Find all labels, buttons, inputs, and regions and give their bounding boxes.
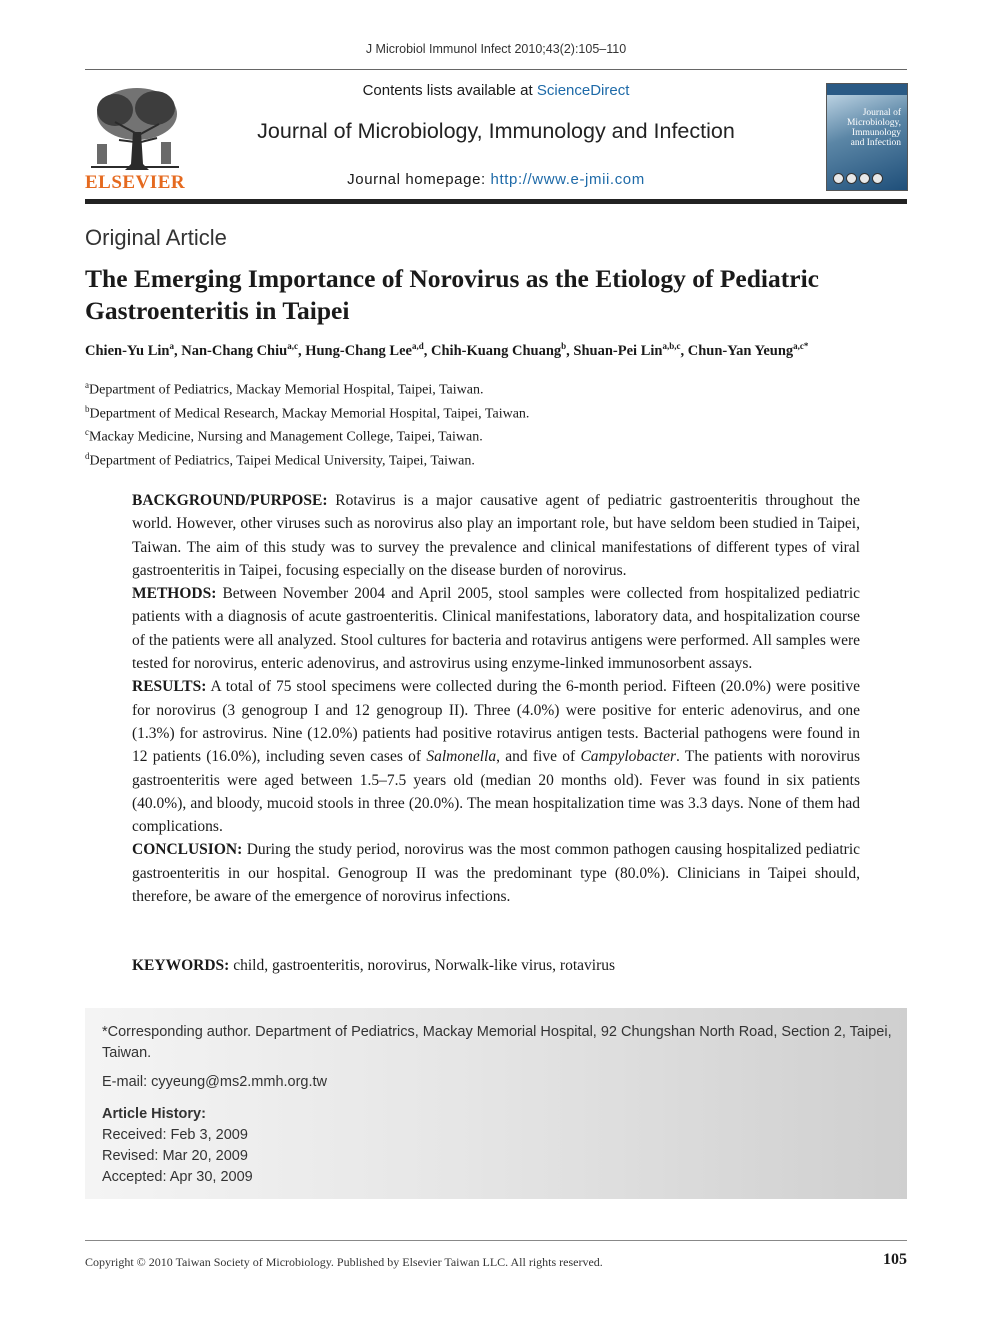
author-list: Chien-Yu Lin$^a$, Nan-Chang Chiu$^{a,c}$, Hung-Chang Lee$^{a,d}$, Chih-Kuang Chuang$^b$, Shuan-Pei Lin$^{a,b,c}$, Chun-Yan Yeung$^{a,c*}$ bbox=[85, 341, 809, 359]
affiliation-item bbox=[85, 421, 905, 445]
author-affil-marker: a,b,c bbox=[662, 341, 681, 351]
background-heading: BACKGROUND/PURPOSE: bbox=[132, 492, 328, 509]
affiliation-marker: a bbox=[85, 380, 89, 390]
cover-title bbox=[835, 108, 901, 148]
author-affil-marker: a,d bbox=[411, 341, 424, 351]
author-affil-marker: a,c* bbox=[793, 341, 809, 351]
keywords-text: child, gastroenteritis, norovirus, Norwalk-like virus, rotavirus bbox=[233, 957, 616, 974]
conclusion-text: During the study period, norovirus was the most common pathogen causing hospitalized pediatric gastroenteritis in our hospital. Genogroup II was the predominant type (80.0%). Clinicians in Taipei should, therefore, be aware of the emergence of norovirus infections. bbox=[132, 841, 861, 906]
affiliation-text: Department of Medical Research, Mackay Memorial Hospital, Taipei, Taiwan. bbox=[89, 406, 530, 422]
journal-homepage bbox=[200, 171, 792, 188]
footer-divider bbox=[85, 1240, 907, 1241]
abstract-conclusion bbox=[132, 838, 860, 908]
article-title: The Emerging Importance of Norovirus as the Etiology of Pediatric Gastroenteritis in Taipei bbox=[85, 264, 819, 325]
corresponding-email[interactable]: E-mail: cyyeung@ms2.mmh.org.tw bbox=[102, 1074, 328, 1090]
homepage-prefix: Journal homepage: bbox=[347, 171, 491, 188]
copyright-notice: Copyright © 2010 Taiwan Society of Microbiology. Published by Elsevier Taiwan LLC. All rights reserved. bbox=[85, 1255, 603, 1269]
results-campylobacter: Campylobacter bbox=[580, 748, 677, 766]
article-type: Original Article bbox=[85, 225, 227, 250]
top-divider bbox=[85, 69, 907, 70]
affiliation-text: Department of Pediatrics, Taipei Medical University, Taipei, Taiwan. bbox=[89, 453, 475, 469]
revised-date: Revised: Mar 20, 2009 bbox=[102, 1148, 248, 1164]
author-affil-marker: a,c bbox=[287, 341, 298, 351]
author-name: Chien-Yu Lin bbox=[85, 342, 170, 359]
author-name: Chih-Kuang Chuang bbox=[431, 342, 562, 359]
cover-title-line: Journal of bbox=[862, 108, 901, 118]
author-affil-marker: a bbox=[169, 341, 174, 351]
cover-emblem-icon bbox=[833, 173, 844, 184]
received-date: Received: Feb 3, 2009 bbox=[102, 1127, 248, 1143]
page-number: 105 bbox=[883, 1251, 907, 1268]
affiliation-marker: d bbox=[85, 450, 90, 461]
abstract-methods bbox=[132, 582, 860, 675]
author-name: Hung-Chang Lee bbox=[305, 342, 412, 359]
cover-emblem-icon bbox=[846, 173, 857, 184]
affiliation-marker: b bbox=[85, 403, 90, 414]
article-history-heading: Article History: bbox=[102, 1106, 206, 1122]
homepage-link[interactable]: http://www.e-jmii.com bbox=[490, 171, 645, 188]
affiliation-marker: c bbox=[85, 427, 89, 437]
contents-prefix: Contents lists available at bbox=[362, 82, 537, 99]
methods-text: Between November 2004 and April 2005, stool samples were collected from hospitalized pediatric patients with a diagnosis of acute gastroenteritis. Clinical manifestations, laboratory data, and hospitalization course of the patients were all analyzed. Stool cultures for bacteria and rotavirus antigens were performed. All samples were tested for norovirus, enteric adenovirus, and astrovirus using enzyme-linked immunosorbent assays. bbox=[132, 585, 861, 673]
journal-title: Journal of Microbiology, Immunology and Infection bbox=[257, 119, 735, 143]
conclusion-heading: CONCLUSION: bbox=[132, 841, 243, 859]
keywords-heading: KEYWORDS: bbox=[132, 957, 230, 974]
results-salmonella: Salmonella bbox=[426, 748, 497, 766]
affiliation-text: Mackay Medicine, Nursing and Management College, Taipei, Taiwan. bbox=[89, 429, 483, 445]
abstract bbox=[132, 489, 860, 908]
author-name: Shuan-Pei Lin bbox=[573, 342, 663, 359]
affiliation-text: Department of Pediatrics, Mackay Memorial Hospital, Taipei, Taiwan. bbox=[89, 382, 484, 398]
cover-top-band bbox=[827, 84, 907, 95]
results-text: . The patients with norovirus gastroenteritis were aged between 1.5–7.5 years old (median 20 months old). Fever was found in six patients (40.0%), and bloody, mucoid stools in three (20.0%). The mean hospitalization time was 3.3 days. None of them had complications. bbox=[132, 748, 861, 836]
sciencedirect-link[interactable]: ScienceDirect bbox=[536, 82, 630, 99]
cover-emblem-icon bbox=[872, 173, 883, 184]
affiliation-item bbox=[85, 445, 905, 469]
author-affil-marker: b bbox=[561, 341, 567, 351]
corresponding-author: *Corresponding author. Department of Pediatrics, Mackay Memorial Hospital, 92 Chungshan North Road, Section 2, Taipei, Taiwan. bbox=[102, 1024, 892, 1061]
author-name: Nan-Chang Chiu bbox=[181, 342, 288, 359]
cover-title-line: Immunology bbox=[851, 128, 901, 138]
header-thick-divider bbox=[85, 199, 907, 204]
journal-cover-thumbnail bbox=[826, 83, 908, 191]
contents-availability bbox=[200, 82, 792, 99]
article-info-box bbox=[85, 1008, 907, 1199]
results-text: A total of 75 stool specimens were collected during the 6-month period. Fifteen (20.0%) were positive for norovirus (3 genogroup I and 12 genogroup II). Three (4.0%) were positive for enteric adenovirus, and one (1.3%) for astrovirus. Nine (12.0%) patients had positive rotavirus antigen tests. Bacterial pathogens were found in 12 patients (16.0%), including seven cases of bbox=[132, 678, 860, 766]
affiliation-item bbox=[85, 374, 905, 398]
abstract-background bbox=[132, 489, 860, 582]
elsevier-wordmark: ELSEVIER bbox=[85, 172, 186, 193]
cover-title-line: and Infection bbox=[850, 138, 901, 148]
methods-heading: METHODS: bbox=[132, 585, 217, 603]
affiliation-item bbox=[85, 398, 905, 422]
keywords bbox=[132, 957, 860, 975]
results-heading: RESULTS: bbox=[132, 678, 207, 696]
accepted-date: Accepted: Apr 30, 2009 bbox=[102, 1169, 253, 1185]
background-text: Rotavirus is a major causative agent of pediatric gastroenteritis throughout the world. However, other viruses such as norovirus also play an important role, but have seldom been studied in Taipei, Taiwan. The aim of this study was to survey the prevalence and clinical manifestations of different types of viral gastroenteritis in Taipei, focusing especially on the disease burden of norovirus. bbox=[132, 492, 860, 579]
affiliation-list bbox=[85, 374, 905, 468]
cover-emblem-icon bbox=[859, 173, 870, 184]
author-name: Chun-Yan Yeung bbox=[687, 342, 794, 359]
cover-title-line: Microbiology, bbox=[846, 118, 901, 128]
results-text: , and five of bbox=[496, 748, 581, 766]
abstract-results bbox=[132, 675, 860, 838]
cover-emblems bbox=[833, 173, 883, 184]
journal-citation: J Microbiol Immunol Infect 2010;43(2):105–110 bbox=[365, 42, 627, 56]
